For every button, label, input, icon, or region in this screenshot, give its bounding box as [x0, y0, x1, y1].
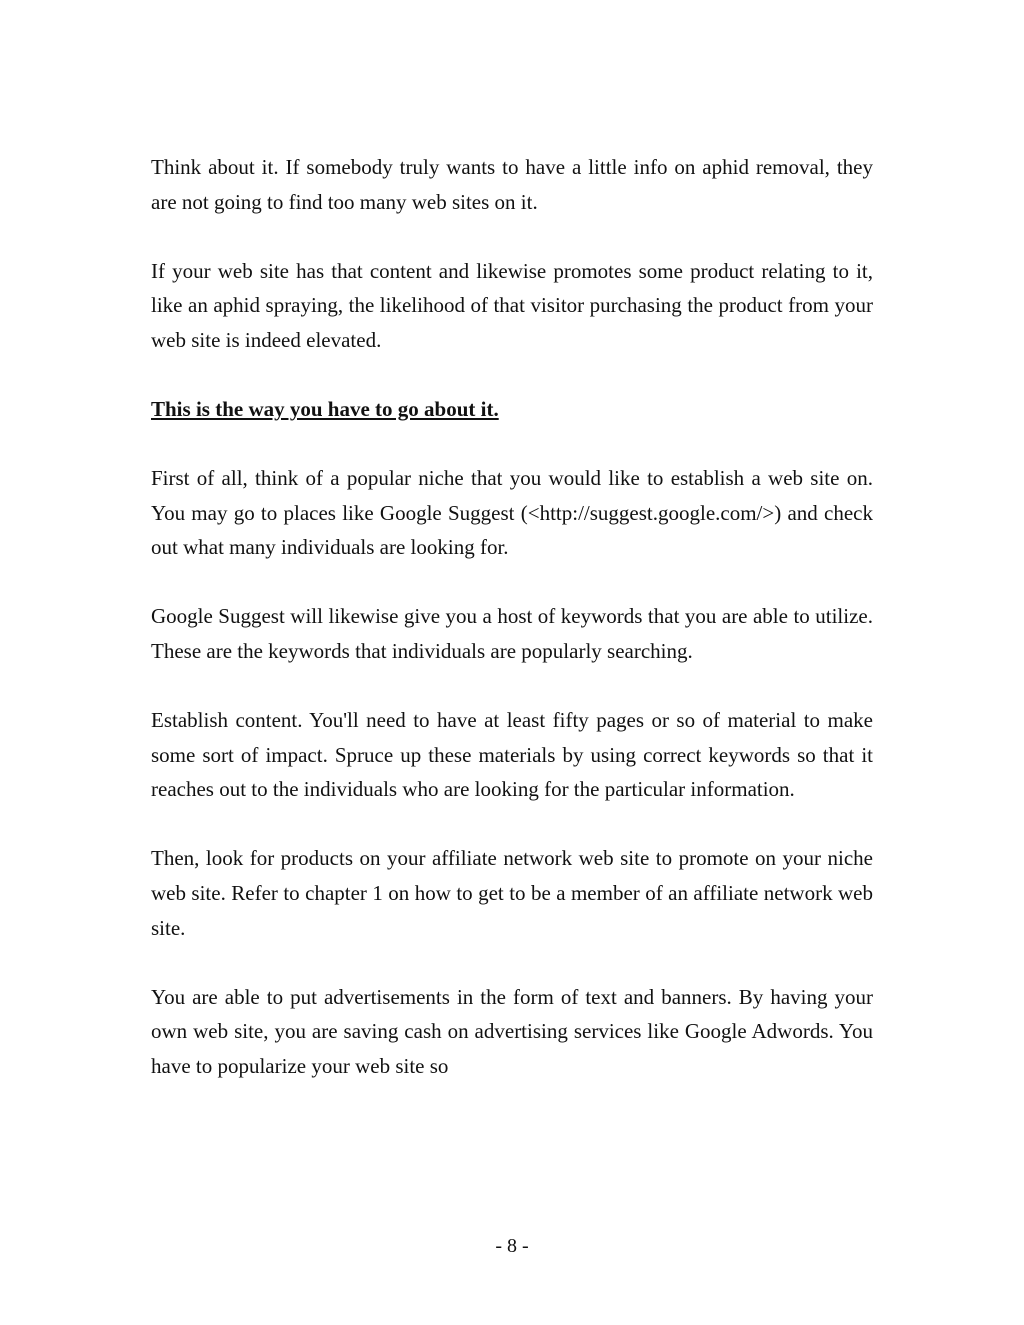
document-page — [151, 150, 873, 1118]
section-heading: This is the way you have to go about it. — [151, 396, 499, 421]
body-paragraph: Think about it. If somebody truly wants to have a little info on aphid removal, they are not going to find too many web sites on it. — [151, 155, 873, 214]
body-paragraph: If your web site has that content and likewise promotes some product relating to it, like an aphid spraying, the likelihood of that visitor purchasing the product from your web site is indeed elevated. — [151, 258, 873, 352]
page-number: - 8 - — [495, 1235, 529, 1257]
body-paragraph: You are able to put advertisements in the form of text and banners. By having your own web site, you are saving cash on advertising services like Google Adwords. You have to popularize your web site so — [151, 984, 873, 1078]
body-paragraph: Google Suggest will likewise give you a host of keywords that you are able to utilize. These are the keywords that individuals are popularly searching. — [151, 604, 873, 663]
body-paragraph: Establish content. You'll need to have at least fifty pages or so of material to make some sort of impact. Spruce up these materials by using correct keywords so that it reaches out to the individuals who are looking for the particular information. — [151, 708, 873, 802]
body-paragraph: Then, look for products on your affiliate network web site to promote on your niche web site. Refer to chapter 1 on how to get to be a member of an affiliate network web site. — [151, 846, 873, 940]
body-paragraph: First of all, think of a popular niche that you would like to establish a web site on. You may go to places like Google Suggest (<http://suggest.google.com/>) and check out what many individuals are looking for. — [151, 466, 873, 560]
